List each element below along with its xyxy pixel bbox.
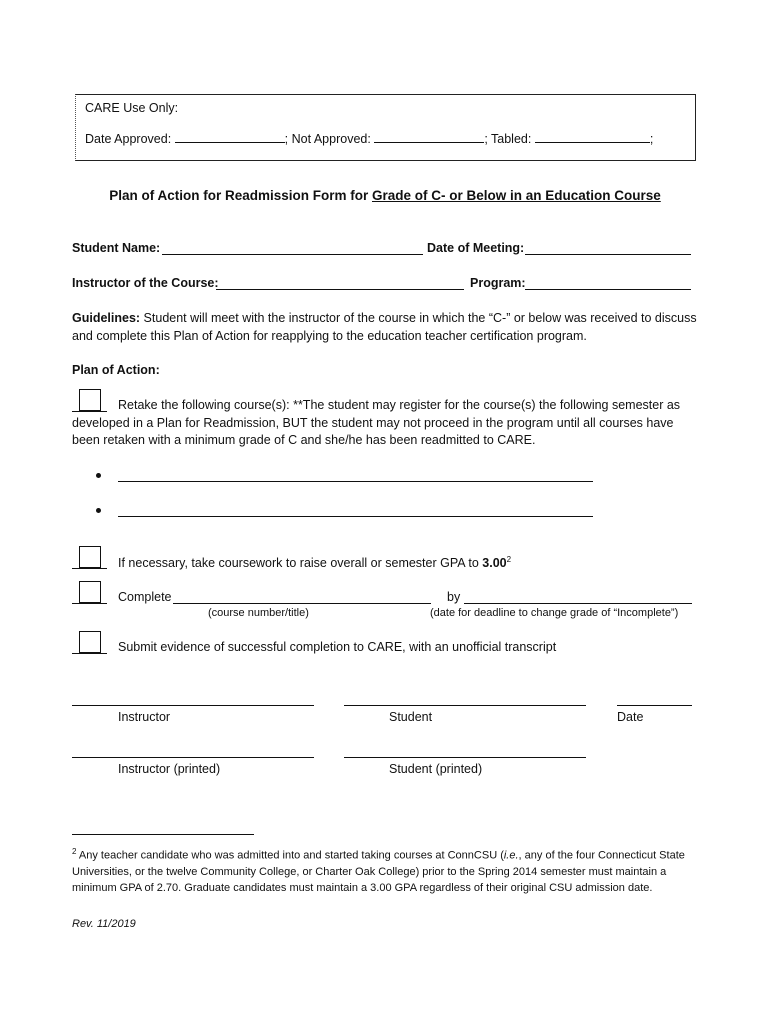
date-of-meeting-field[interactable] bbox=[525, 254, 691, 255]
form-title-part2: Grade of C- or Below in an Education Course bbox=[372, 188, 661, 203]
course-hint: (course number/title) bbox=[208, 607, 309, 619]
instructor-printed-label: Instructor (printed) bbox=[118, 762, 221, 776]
footnote-separator bbox=[72, 834, 254, 835]
date-hint: (date for deadline to change grade of “Incomplete”) bbox=[430, 607, 679, 619]
care-status-row bbox=[85, 130, 653, 146]
care-use-only-label: CARE Use Only: bbox=[85, 101, 179, 115]
student-printed-line[interactable] bbox=[344, 757, 586, 758]
retake-course-field-1[interactable] bbox=[118, 481, 593, 482]
complete-by-label: by bbox=[447, 590, 461, 604]
student-name-field[interactable] bbox=[162, 254, 423, 255]
care-end-semicolon: ; bbox=[649, 132, 654, 146]
instructor-course-label: Instructor of the Course: bbox=[72, 276, 219, 290]
date-approved-label: Date Approved: bbox=[85, 132, 172, 146]
gpa-value: 3.00 bbox=[482, 556, 507, 571]
gpa-footnote-ref: 2 bbox=[506, 555, 512, 564]
plan-of-action-label: Plan of Action: bbox=[72, 363, 160, 377]
instructor-printed-line[interactable] bbox=[72, 757, 314, 758]
tabled-label: ; Tabled: bbox=[484, 132, 532, 146]
gpa-checkbox[interactable] bbox=[79, 546, 101, 568]
program-field[interactable] bbox=[525, 289, 691, 290]
guidelines-paragraph bbox=[72, 310, 702, 345]
student-signature-line[interactable] bbox=[344, 705, 586, 706]
date-signature-line[interactable] bbox=[617, 705, 692, 706]
date-approved-field[interactable] bbox=[175, 130, 285, 143]
date-signature-label: Date bbox=[617, 710, 644, 724]
not-approved-field[interactable] bbox=[374, 130, 484, 143]
submit-evidence-checkbox-underline bbox=[72, 653, 107, 654]
care-use-only-box bbox=[75, 94, 696, 161]
complete-checkbox[interactable] bbox=[79, 581, 101, 603]
guidelines-text: Student will meet with the instructor of the course in which the “C-” or below was received to discuss and complete this Plan of Action for reapplying to the education teacher certification program. bbox=[72, 311, 697, 343]
complete-checkbox-underline bbox=[72, 603, 107, 604]
instructor-signature-line[interactable] bbox=[72, 705, 314, 706]
complete-course-field[interactable] bbox=[173, 603, 431, 604]
complete-date-field[interactable] bbox=[464, 603, 692, 604]
instructor-course-field[interactable] bbox=[216, 289, 464, 290]
gpa-text-body: If necessary, take coursework to raise overall or semester GPA to bbox=[118, 556, 483, 571]
footnote-number: 2 bbox=[72, 847, 77, 856]
guidelines-label: Guidelines: bbox=[72, 311, 141, 325]
revision-label: Rev. 11/2019 bbox=[72, 918, 136, 930]
instructor-signature-label: Instructor bbox=[118, 710, 171, 724]
bullet-2 bbox=[96, 508, 101, 513]
student-signature-label: Student bbox=[389, 710, 433, 724]
complete-label: Complete bbox=[118, 590, 172, 604]
form-title bbox=[0, 188, 770, 203]
student-printed-label: Student (printed) bbox=[389, 762, 483, 776]
student-name-label: Student Name: bbox=[72, 241, 161, 255]
date-of-meeting-label: Date of Meeting: bbox=[427, 241, 525, 255]
retake-course-field-2[interactable] bbox=[118, 516, 593, 517]
submit-evidence-checkbox[interactable] bbox=[79, 631, 101, 653]
form-title-part1: Plan of Action for Readmission Form for bbox=[109, 188, 372, 203]
footnote-text-b: , any of the four Connecticut State Universities, or the twelve Community College, or Charter Oak College) prior to the Spring 2014 semester must maintain a minimum GPA of 2.70. Graduate candidates must maintain a 3.00 GPA regardless of their original CSU admission date. bbox=[72, 849, 685, 894]
submit-evidence-text: Submit evidence of successful completion to CARE, with an unofficial transcript bbox=[118, 640, 557, 654]
footnote bbox=[72, 844, 702, 896]
gpa-checkbox-underline bbox=[72, 568, 107, 569]
not-approved-label: ; Not Approved: bbox=[284, 132, 371, 146]
bullet-1 bbox=[96, 473, 101, 478]
gpa-text bbox=[118, 555, 511, 570]
footnote-ie: i.e. bbox=[503, 849, 519, 862]
program-label: Program: bbox=[470, 276, 526, 290]
tabled-field[interactable] bbox=[535, 130, 650, 143]
retake-text: Retake the following course(s): **The student may register for the course(s) the following semester as developed in a Plan for Readmission, BUT the student may not proceed in the program until all courses have been retaken with a minimum grade of C and she/he has been readmitted to CARE. bbox=[72, 398, 681, 447]
footnote-text-a: Any teacher candidate who was admitted into and started taking courses at ConnCSU ( bbox=[76, 849, 504, 862]
